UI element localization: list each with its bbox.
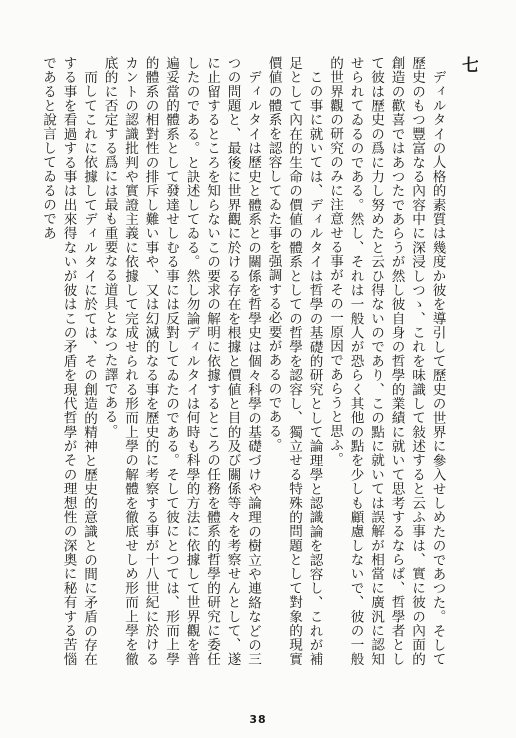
paragraph: ディルタイは歷史と體系との關係を哲學史は個々科學の基礎づけや論理の樹立や連絡などの三つの問題と、最後に世界觀に於ける存在を根據と價値と目的及び關係等々を考察せんとして、遂に止留するところを知らないこの要求の解明に依據するところの任務を體系的哲學的研究に委任したのである。と訣述してゐる。然し勿論ディルタイは何時も科學的方法に依據して世界觀を普遍妥當的體系として發達せしむる事には反對してゐたのである。そして彼にとつては、形而上學的體系の相對性の排斥し難い事や、又は幻滅的なる事を歷史的に考察する事が十八世紀に於けるカントの認識批判や實證主義に依據して完成せられる形而上學の解體を徹底せしめ形而上學を徹底的に否定する爲には最も重要なる道具となつた譯である。 — [101, 56, 261, 666]
page-number: 38 — [249, 713, 267, 726]
vertical-text-block — [28, 56, 478, 666]
paragraph: この事に就いては、ディルタイは哲學の基礎的研究として論理學と認識論を認容し、これが補足として內在的生命の價値の體系としての哲學を認容し、獨立せる特殊的問題として對象的現實價値の體系を認容してゐた事を强調する必要があるのである。 — [265, 56, 323, 666]
paragraph: ディルタイの人格的素質は幾度か彼を導引して歷史の世界に參入せしめたのであつた。そして歷史のもつ豐富なる內容中に深浸しつゝ、これを味識して敍述すると云ふ事は、實に彼の內面的創造の歡喜ではあつたであらうが然し彼自身の哲學的業績に就いて思考するならば、哲學者として彼は歷史の爲に力し努めたと云ひ得ないのであり、この點に就いては誤解が相當に廣汎に認知せられてゐるのである。然し、それは一般人が恐らく其他の點を少しも顧慮しないで、彼の一般的世界觀の研究のみに注意せる事がその一原因であらうと思ふ。 — [327, 56, 446, 666]
section-heading: 七 — [458, 56, 478, 73]
paragraph: 而してこれに依據してディルタイに於ては、その創造的精神と歷史的意識との間に矛盾の存在する事を看過する事は出來得ないが彼はこの矛盾を現代哲學がその理想性の深奧に秘有する苦惱であると說言してゐるのであ — [40, 56, 97, 666]
